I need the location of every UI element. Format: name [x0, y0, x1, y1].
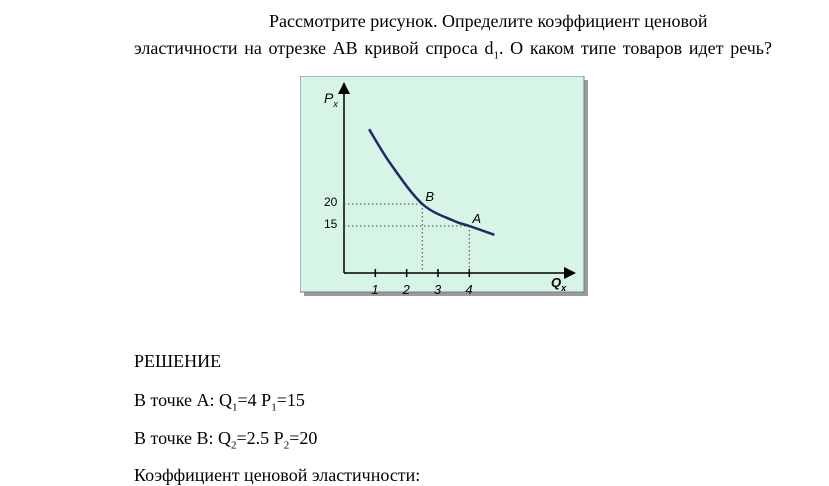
chart-background [300, 76, 584, 292]
point-a-line: В точке А: $Q_1=4$ $P_1=15$ [134, 390, 305, 414]
x-tick-label: 2 [402, 282, 410, 297]
point-label-a: A [472, 211, 481, 226]
x-tick-label: 3 [433, 282, 442, 297]
x-axis-label: $Q_x$ [551, 275, 567, 293]
x-tick-label: 1 [371, 282, 379, 297]
task-line-1: Рассмотрите рисунок. Определите коэффициент ценовой [269, 11, 708, 31]
coefficient-label: Коэффициент ценовой эластичности: [134, 465, 421, 485]
task-line-2: эластичности на отрезке АВ кривой спроса $d_1$. О каком типе товаров идет речь? [134, 38, 772, 62]
y-axis-label: $P_x$ [324, 90, 338, 109]
point-label-b: B [425, 189, 434, 204]
task-text [134, 8, 772, 70]
y-tick-label: 20 [324, 195, 338, 209]
demand-curve-chart [300, 76, 589, 297]
x-tick-label: 4 [465, 282, 473, 297]
solution-heading: РЕШЕНИЕ [134, 351, 222, 371]
y-tick-label: 15 [324, 217, 338, 231]
point-b-line: В точке В: $Q_2=2.5$ $P_2=20$ [134, 428, 318, 452]
